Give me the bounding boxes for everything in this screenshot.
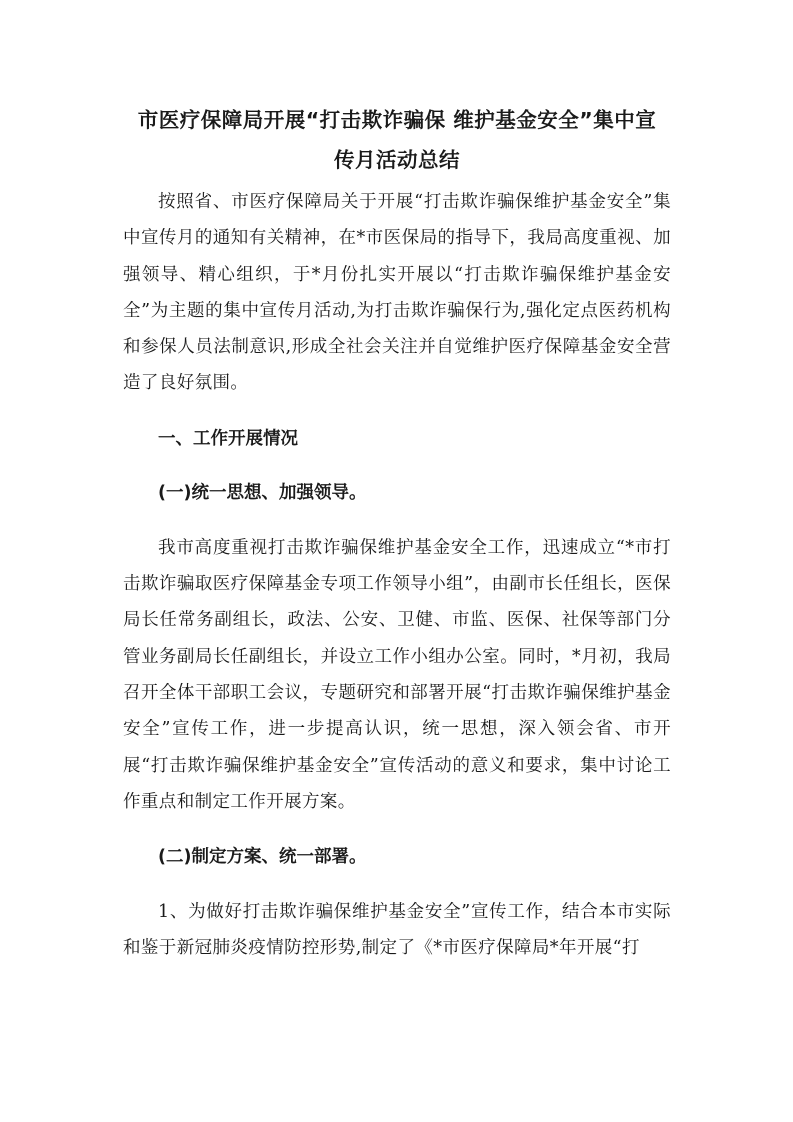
document-page xyxy=(123,100,671,967)
subsection-heading-plan-deploy: (二)制定方案、统一部署。 xyxy=(158,847,367,868)
subsection-body-plan-deploy: 1、为做好打击欺诈骗保维护基金安全”宣传工作，结合本市实际和鉴于新冠肺炎疫情防控形势,制定了《*市医疗保障局*年开展“打 xyxy=(123,902,671,959)
intro-paragraph: 按照省、市医疗保障局关于开展“打击欺诈骗保维护基金安全”集中宣传月的通知有关精神，在*市医保局的指导下，我局高度重视、加强领导、精心组织，于*月份扎实开展以“打击欺诈骗保维护基金安全”为主题的集中宣传月活动,为打击欺诈骗保行为,强化定点医药机构和参保人员法制意识,形成全社会关注并自觉维护医疗保障基金安全营造了良好氛围。 xyxy=(123,192,671,394)
subsection-body-unify-thinking: 我市高度重视打击欺诈骗保维护基金安全工作，迅速成立“*市打击欺诈骗取医疗保障基金专项工作领导小组”，由副市长任组长，医保局长任常务副组长，政法、公安、卫健、市监、医保、社保等部门分管业务副局长任副组长，并设立工作小组办公室。同时，*月初，我局召开全体干部职工会议，专题研究和部署开展“打击欺诈骗保维护基金安全”宣传工作，进一步提高认识，统一思想，深入领会省、市开展“打击欺诈骗保维护基金安全”宣传活动的意义和要求，集中讨论工作重点和制定工作开展方案。 xyxy=(123,537,671,812)
subsection-heading-unify-thinking: (一)统一思想、加强领导。 xyxy=(158,482,367,503)
document-title-line-2: 传月活动总结 xyxy=(334,148,460,172)
section-heading-work-status: 一、工作开展情况 xyxy=(158,428,298,449)
document-title-line-1: 市医疗保障局开展“打击欺诈骗保 维护基金安全”集中宣 xyxy=(137,108,657,132)
